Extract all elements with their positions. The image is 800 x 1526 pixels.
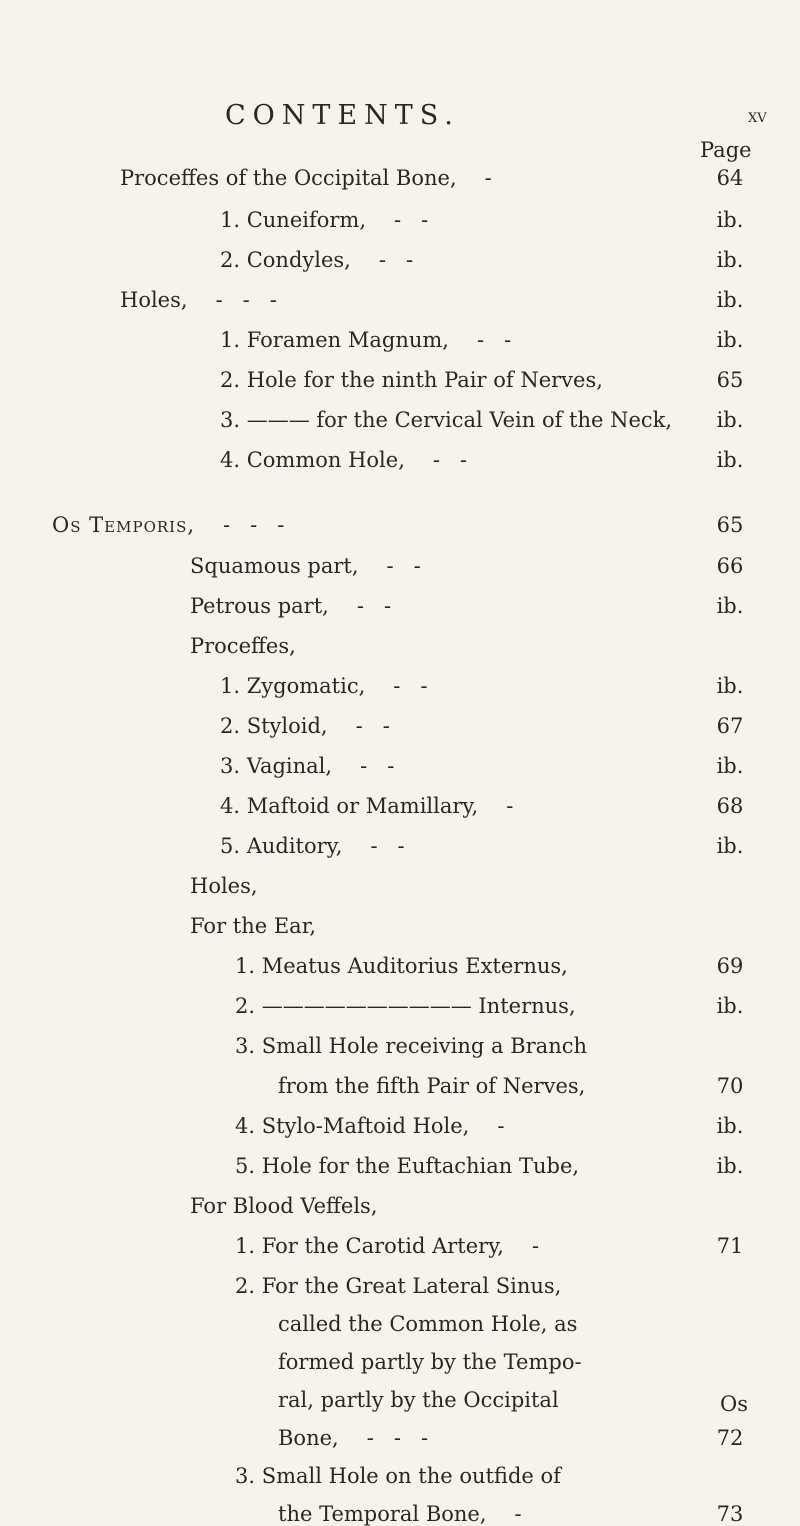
toc-entry-label: 2. Condyles, xyxy=(220,248,351,272)
toc-entry-leader: - - xyxy=(378,248,414,272)
toc-entry-label: Squamous part, xyxy=(190,554,359,578)
toc-entry-page: ib. xyxy=(716,674,744,698)
toc-entry xyxy=(52,515,284,536)
toc-entry-leader: - - xyxy=(360,754,395,778)
toc-entry-label: ral, partly by the Occipital xyxy=(278,1388,559,1412)
toc-entry xyxy=(220,410,672,431)
toc-entry xyxy=(220,330,511,351)
toc-entry-label: 5. Hole for the Euftachian Tube, xyxy=(235,1154,580,1178)
toc-entry-page: ib. xyxy=(716,408,744,432)
toc-entry-page: 69 xyxy=(716,954,744,978)
toc-entry xyxy=(120,168,492,189)
toc-entry-label: 2. Hole for the ninth Pair of Nerves, xyxy=(220,368,603,392)
toc-entry xyxy=(220,716,390,737)
toc-entry-label: Proceffes of the Occipital Bone, xyxy=(120,166,457,190)
toc-entry-label: 1. Zygomatic, xyxy=(220,674,366,698)
toc-entry-label: 3. ——— for the Cervical Vein of the Neck, xyxy=(220,408,673,432)
toc-entry-label: 3. Vaginal, xyxy=(220,754,333,778)
toc-entry-label: Os Temporis, xyxy=(52,513,196,537)
toc-entry-label: the Temporal Bone, xyxy=(278,1502,487,1526)
toc-entry-label: 4. Stylo-Maftoid Hole, xyxy=(235,1114,470,1138)
toc-entry xyxy=(190,1196,378,1217)
toc-entry xyxy=(278,1314,577,1335)
toc-entry-page: 64 xyxy=(716,166,744,190)
toc-entry-leader: - xyxy=(514,1502,522,1526)
toc-entry-leader: - - xyxy=(356,594,392,618)
toc-entry-leader: - - xyxy=(432,448,468,472)
toc-entry-label: 2. For the Great Lateral Sinus, xyxy=(235,1274,562,1298)
toc-entry-leader: - - - xyxy=(223,513,285,537)
toc-entry-page: 73 xyxy=(716,1502,744,1526)
toc-entry-page: ib. xyxy=(716,288,744,312)
page-number: xv xyxy=(748,106,767,127)
toc-entry xyxy=(220,210,428,231)
toc-entry xyxy=(220,370,603,391)
toc-entry-leader: - - xyxy=(394,208,429,232)
toc-entry-label: 2. Styloid, xyxy=(220,714,328,738)
toc-entry-page: 65 xyxy=(716,368,744,392)
toc-entry xyxy=(235,1036,587,1057)
toc-entry xyxy=(235,956,568,977)
toc-entry-page: ib. xyxy=(716,1154,744,1178)
toc-entry-label: 1. Cuneiform, xyxy=(220,208,367,232)
toc-entry xyxy=(235,1276,561,1297)
toc-entry xyxy=(235,1116,504,1137)
catchword: Os xyxy=(720,1392,748,1416)
toc-entry-leader: - - xyxy=(355,714,390,738)
toc-entry xyxy=(220,756,394,777)
toc-entry-page: ib. xyxy=(716,834,744,858)
toc-entry xyxy=(278,1076,585,1097)
toc-entry-leader: - - - xyxy=(215,288,277,312)
toc-entry-label: Bone, xyxy=(278,1426,339,1450)
toc-entry-leader: - xyxy=(497,1114,505,1138)
toc-entry-label: For the Ear, xyxy=(190,914,317,938)
toc-entry-label: For Blood Veffels, xyxy=(190,1194,378,1218)
toc-entry xyxy=(220,836,405,857)
toc-entry-page: ib. xyxy=(716,594,744,618)
toc-entry-label: 1. Foramen Magnum, xyxy=(220,328,449,352)
toc-entry-page: 68 xyxy=(716,794,744,818)
toc-entry xyxy=(220,676,428,697)
toc-entry-label: formed partly by the Tempo- xyxy=(278,1350,582,1374)
toc-entry xyxy=(190,876,258,897)
toc-entry xyxy=(220,450,467,471)
toc-entry-leader: - - xyxy=(476,328,512,352)
toc-entry-label: Proceffes, xyxy=(190,634,296,658)
toc-entry xyxy=(278,1352,582,1373)
toc-entry-page: ib. xyxy=(716,994,744,1018)
toc-entry-page: 70 xyxy=(716,1074,744,1098)
toc-entry-leader: - - - xyxy=(366,1426,429,1450)
toc-entry-page: ib. xyxy=(716,328,744,352)
toc-entry xyxy=(235,1236,539,1257)
toc-entry-leader: - - xyxy=(370,834,405,858)
toc-entry-label: called the Common Hole, as xyxy=(278,1312,578,1336)
toc-entry-page: ib. xyxy=(716,448,744,472)
toc-entry-label: Holes, xyxy=(120,288,188,312)
toc-entry-page: 67 xyxy=(716,714,744,738)
toc-entry-page: ib. xyxy=(716,754,744,778)
toc-entry-page: ib. xyxy=(716,208,744,232)
toc-entry-label: 2. —————————— Internus, xyxy=(235,994,576,1018)
toc-entry-page: ib. xyxy=(716,1114,744,1138)
toc-entry-page: ib. xyxy=(716,248,744,272)
toc-entry-label: 3. Small Hole on the outfide of xyxy=(235,1464,561,1488)
toc-entry-page: 65 xyxy=(716,513,744,537)
toc-entry-label: 1. Meatus Auditorius Externus, xyxy=(235,954,568,978)
toc-entry xyxy=(278,1504,522,1525)
toc-entry-label: 4. Common Hole, xyxy=(220,448,405,472)
toc-entry-label: 3. Small Hole receiving a Branch xyxy=(235,1034,588,1058)
toc-entry-leader: - - xyxy=(393,674,428,698)
toc-entry-label: 1. For the Carotid Artery, xyxy=(235,1234,504,1258)
toc-entry-leader: - - xyxy=(386,554,421,578)
toc-entry-leader: - xyxy=(506,794,514,818)
toc-entry xyxy=(190,916,316,937)
toc-entry-label: from the fifth Pair of Nerves, xyxy=(278,1074,586,1098)
toc-entry-label: 4. Maftoid or Mamillary, xyxy=(220,794,479,818)
toc-entry xyxy=(220,250,413,271)
toc-entry xyxy=(235,996,576,1017)
toc-entry-label: Petrous part, xyxy=(190,594,329,618)
toc-entry-page: 72 xyxy=(716,1426,744,1450)
toc-entry-label: 5. Auditory, xyxy=(220,834,343,858)
toc-entry-page: 66 xyxy=(716,554,744,578)
toc-entry xyxy=(278,1390,559,1411)
toc-entry xyxy=(190,636,296,657)
toc-entry xyxy=(220,796,513,817)
toc-entry-label: Holes, xyxy=(190,874,258,898)
toc-entry-leader: - xyxy=(484,166,492,190)
toc-entry xyxy=(190,556,421,577)
page-column-label: Page xyxy=(700,138,752,162)
toc-entry-page: 71 xyxy=(716,1234,744,1258)
toc-entry-leader: - xyxy=(531,1234,540,1258)
toc-entry xyxy=(278,1428,428,1449)
running-title: CONTENTS. xyxy=(225,100,460,131)
toc-entry xyxy=(120,290,277,311)
toc-entry xyxy=(235,1156,579,1177)
toc-entry xyxy=(235,1466,561,1487)
toc-entry xyxy=(190,596,391,617)
